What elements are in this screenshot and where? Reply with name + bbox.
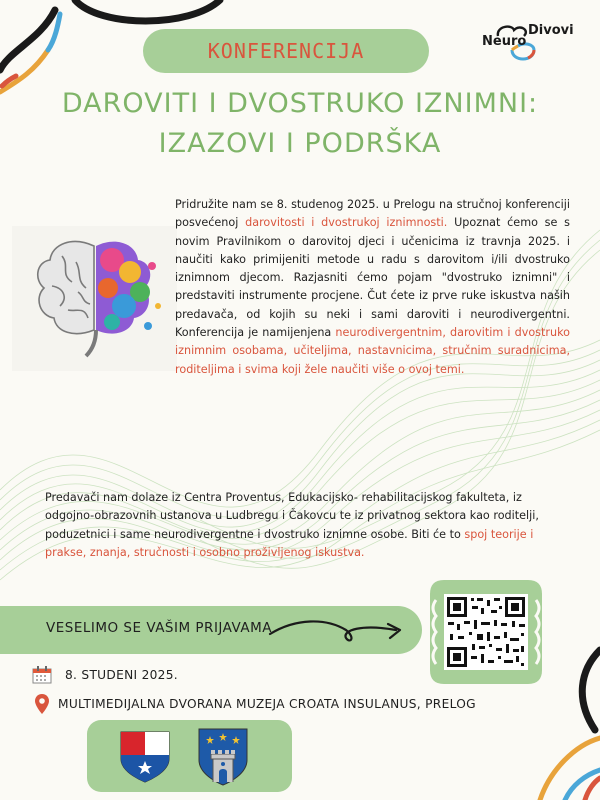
county-coat-of-arms <box>120 731 170 787</box>
intro-highlight-1: darovitosti i dvostrukoj iznimnosti. <box>245 216 448 230</box>
brain-illustration <box>12 226 177 371</box>
calendar-icon <box>32 666 52 688</box>
town-coat-of-arms <box>198 728 248 790</box>
corner-ring-top-center <box>70 0 230 30</box>
crests-box <box>87 720 292 792</box>
logo-word-divovi: Divovi <box>528 23 574 38</box>
speakers-highlight: spoj teorije i prakse, znanja, stručnosti i osobno proživljenog iskustva. <box>45 527 534 559</box>
cta-label: VESELIMO SE VAŠIM PRIJAVAMA <box>46 620 273 636</box>
page-title-line-2: IZAZOVI I PODRŠKA <box>158 128 442 159</box>
intro-text-1: Pridružite nam se 8. studenog 2025. u Prelogu na stručnoj konferenciji posvećenoj <box>175 198 570 230</box>
arrow-right-icon <box>266 612 411 652</box>
registration-qr-code[interactable] <box>444 594 528 670</box>
speakers-text: Predavači nam dolaze iz Centra Proventus, Edukacijsko- rehabilitacijskog fakulteta, iz odgojno-obrazovnih ustanova u Ludbregu i Čakovcu te iz privatnog sektora kao roditelji, poduzetnici i same neurodivergentne i dvostruko iznimne osobe. Biti će to <box>45 491 539 541</box>
speakers-paragraph <box>45 489 570 562</box>
logo-word-neuro: Neuro <box>482 34 527 49</box>
conference-badge-label: KONFERENCIJA <box>207 39 365 63</box>
intro-highlight-2: neurodivergentnim, darovitim i dvostruko iznimnim osobama, učiteljima, nastavnicima, stručnim suradnicima, roditeljima i svima koji žele naučiti više o ovoj temi. <box>175 326 570 376</box>
event-venue: MULTIMEDIJALNA DVORANA MUZEJA CROATA INSULANUS, PRELOG <box>58 697 476 711</box>
location-pin-icon <box>35 694 49 718</box>
page-title-line-1: DAROVITI I DVOSTRUKO IZNIMNI: <box>61 88 539 119</box>
event-date: 8. STUDENI 2025. <box>65 668 178 682</box>
intro-text-2: Upoznat ćemo se s novim Pravilnikom o darovitoj djeci i učenicima iz travnja 2025. i naučiti kako primijeniti metode u radu s darovitom i/ili dvostruko iznimnom djecom. Razjasniti ćemo pojam "dvostruko iznimni" i predstaviti instrumente procjene. Čut ćete iz prve ruke iskustva naših predavača, od kojih su neki i sami daroviti i neurodivergentni. Konferencija je namijenjena <box>175 216 570 340</box>
conference-badge <box>143 29 429 73</box>
intro-paragraph <box>175 196 570 379</box>
neurodivovi-logo <box>468 18 578 64</box>
